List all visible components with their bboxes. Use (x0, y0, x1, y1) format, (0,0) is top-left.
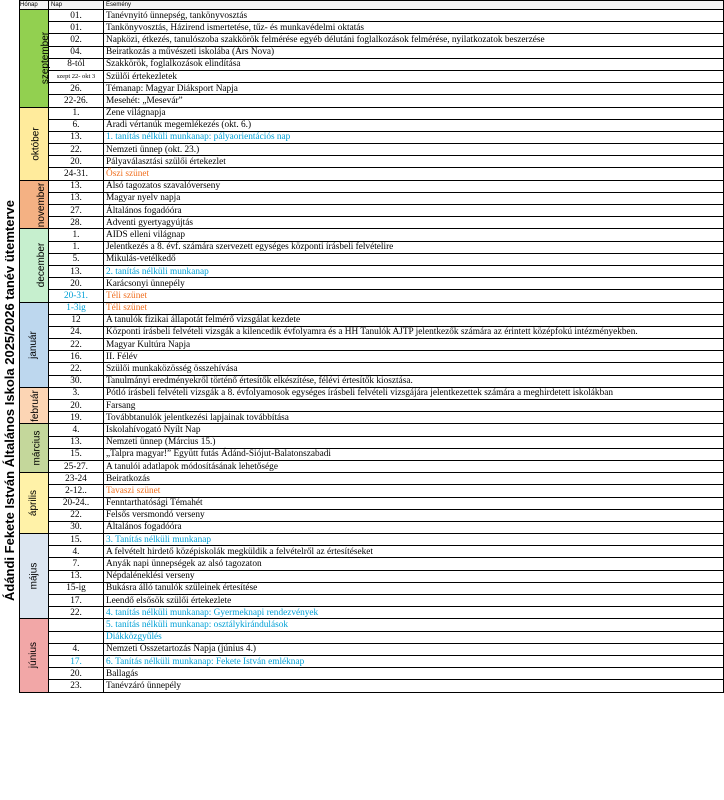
day-cell: 6. (49, 119, 104, 131)
event-cell: Beiratkozás a művészeti iskolába (Ars Nova) (104, 46, 724, 58)
day-cell: szept 22- okt 3 (49, 70, 104, 82)
day-cell: 20-24.. (49, 497, 104, 509)
event-cell: 5. tanítás nélküli munkanap: osztálykirándulások (104, 619, 724, 631)
event-cell: Tanévnyitó ünnepség, tankönyvosztás (104, 10, 724, 22)
table-row (20, 509, 724, 521)
table-row (20, 424, 724, 436)
event-cell: Téli szünet (104, 290, 724, 302)
day-cell (49, 619, 104, 631)
event-cell: Mikulás-vetélkedő (104, 253, 724, 265)
table-row (20, 241, 724, 253)
event-cell: Ballagás (104, 668, 724, 680)
event-cell: Általános fogadóóra (104, 205, 724, 217)
event-cell: Népdaléneklési verseny (104, 570, 724, 582)
day-cell: 22-26. (49, 95, 104, 107)
event-cell: Mesehét: „Mesevár” (104, 95, 724, 107)
table-row (20, 180, 724, 192)
day-cell: 22. (49, 607, 104, 619)
day-cell: 2-12.. (49, 485, 104, 497)
day-cell: 8-tól (49, 58, 104, 70)
table-row (20, 107, 724, 119)
day-cell: 4. (49, 546, 104, 558)
table-header-row (20, 1, 724, 10)
day-cell: 01. (49, 22, 104, 34)
table-row (20, 326, 724, 338)
day-cell: 13. (49, 131, 104, 143)
month-label: szeptember (40, 32, 52, 85)
month-label: december (36, 243, 48, 288)
table-row (20, 314, 724, 326)
event-cell: Adventi gyertyagyújtás (104, 217, 724, 229)
day-cell: 22. (49, 509, 104, 521)
month-label: március (31, 430, 43, 466)
table-row (20, 278, 724, 290)
table-row (20, 22, 724, 34)
table-row (20, 387, 724, 399)
event-cell: II. Félév (104, 351, 724, 363)
day-cell: 01. (49, 10, 104, 22)
day-cell: 13. (49, 436, 104, 448)
event-cell: A felvételt hirdető középiskolák megküldik a felvételről az értesítéseket (104, 546, 724, 558)
day-cell: 22. (49, 339, 104, 351)
event-cell: Pályaválasztási szülői értekezlet (104, 156, 724, 168)
event-cell: Szülői értekezletek (104, 70, 724, 82)
day-cell: 26. (49, 83, 104, 95)
table-row (20, 119, 724, 131)
event-cell: Tavaszi szünet (104, 485, 724, 497)
event-cell: 3. Tanítás nélküli munkanap (104, 534, 724, 546)
event-cell: Karácsonyi ünnepély (104, 278, 724, 290)
day-cell: 4. (49, 424, 104, 436)
day-cell: 15. (49, 534, 104, 546)
month-label: április (28, 490, 39, 517)
day-cell: 20-31. (49, 290, 104, 302)
table-row (20, 412, 724, 424)
month-label: október (30, 126, 42, 161)
table-row (20, 436, 724, 448)
event-cell: Szülői munkaközösség összehívása (104, 363, 724, 375)
month-cell-1 (20, 107, 49, 180)
day-cell: 23. (49, 680, 104, 692)
table-row (20, 302, 724, 314)
day-cell: 22. (49, 363, 104, 375)
day-cell: 1. (49, 241, 104, 253)
day-cell: 13. (49, 180, 104, 192)
table-row (20, 619, 724, 631)
month-label: május (28, 562, 39, 590)
day-cell: 30. (49, 521, 104, 533)
event-cell: Nemzeti ünnep (Március 15.) (104, 436, 724, 448)
event-cell: Fenntarthatósági Témahét (104, 497, 724, 509)
table-row (20, 339, 724, 351)
event-cell: Tanulmányi eredményekről történő értesítők elkészítése, félévi értesítők kiosztása. (104, 375, 724, 387)
table-row (20, 131, 724, 143)
event-cell: Szakkörök, foglalkozások elindítása (104, 58, 724, 70)
day-cell: 19. (49, 412, 104, 424)
day-cell: 23-24 (49, 473, 104, 485)
event-cell: AIDS elleni világnap (104, 229, 724, 241)
table-row (20, 643, 724, 655)
month-label: január (28, 330, 39, 359)
event-cell: Zene világnapja (104, 107, 724, 119)
month-cell-5 (20, 387, 49, 424)
day-cell (49, 631, 104, 643)
day-cell: 15. (49, 448, 104, 460)
day-cell: 1. (49, 107, 104, 119)
day-cell: 5. (49, 253, 104, 265)
event-cell: Beiratkozás (104, 473, 724, 485)
day-cell: 24-31. (49, 168, 104, 180)
header-day: Nap (49, 1, 104, 10)
table-row (20, 58, 724, 70)
event-cell: Felsős versmondó verseny (104, 509, 724, 521)
month-cell-2 (20, 180, 49, 229)
table-row (20, 229, 724, 241)
table-row (20, 582, 724, 594)
table-row (20, 448, 724, 460)
event-cell: „Talpra magyar!” Együtt futás Ádánd-Siójut-Balatonszabadi (104, 448, 724, 460)
document-title-text: Ádándi Fekete István Általános Iskola 2025/2026 tanév ütemterve (2, 199, 18, 601)
table-row (20, 156, 724, 168)
table-row (20, 363, 724, 375)
table-row (20, 497, 724, 509)
day-cell: 13. (49, 192, 104, 204)
table-row (20, 521, 724, 533)
day-cell: 15-ig (49, 582, 104, 594)
event-cell: Nemzeti ünnep (okt. 23.) (104, 144, 724, 156)
table-row (20, 631, 724, 643)
month-cell-9 (20, 619, 49, 692)
table-row (20, 668, 724, 680)
table-row (20, 217, 724, 229)
table-row (20, 558, 724, 570)
table-row (20, 473, 724, 485)
day-cell: 1-3ig (49, 302, 104, 314)
event-cell: Tanévzáró ünnepély (104, 680, 724, 692)
day-cell: 30. (49, 375, 104, 387)
month-cell-7 (20, 473, 49, 534)
table-row (20, 168, 724, 180)
table-row (20, 205, 724, 217)
event-cell: Pótló írásbeli felvételi vizsgák a 8. évfolyamosok egységes írásbeli felvételi vizsgájára jelentkezettek számára a meghirdetett iskolákban (104, 387, 724, 399)
event-cell: Napközi, étkezés, tanulószoba szakkörök felmérése egyéb délutáni foglalkozások felmérése, nyilatkozatok beszerzése (104, 34, 724, 46)
day-cell: 7. (49, 558, 104, 570)
day-cell: 16. (49, 351, 104, 363)
day-cell: 20. (49, 668, 104, 680)
day-cell: 20. (49, 156, 104, 168)
event-cell: Tankönyvosztás, Házirend ismertetése, tűz- és munkavédelmi oktatás (104, 22, 724, 34)
day-cell: 28. (49, 217, 104, 229)
event-cell: A tanulók fizikai állapotát felmérő vizsgálat kezdete (104, 314, 724, 326)
table-row (20, 290, 724, 302)
table-row (20, 595, 724, 607)
day-cell: 4. (49, 643, 104, 655)
event-cell: Továbbtanulók jelentkezési lapjainak továbbítása (104, 412, 724, 424)
table-row (20, 95, 724, 107)
schedule-table (19, 0, 724, 693)
event-cell: Iskolahívogató Nyílt Nap (104, 424, 724, 436)
table-row (20, 680, 724, 692)
header-event: Esemény (104, 1, 724, 10)
event-cell: Alsó tagozatos szavalóverseny (104, 180, 724, 192)
table-row (20, 607, 724, 619)
event-cell: Aradi vértanúk megemlékezés (okt. 6.) (104, 119, 724, 131)
day-cell: 04. (49, 46, 104, 58)
day-cell: 1. (49, 229, 104, 241)
event-cell: Téli szünet (104, 302, 724, 314)
event-cell: Központi írásbeli felvételi vizsgák a kilencedik évfolyamra és a HH Tanulók AJTP jelentkezők számára az érintett középfokú intézményekben. (104, 326, 724, 338)
table-row (20, 192, 724, 204)
day-cell: 25-27. (49, 460, 104, 472)
table-row (20, 375, 724, 387)
month-cell-8 (20, 534, 49, 619)
day-cell: 13. (49, 570, 104, 582)
day-cell: 27. (49, 205, 104, 217)
month-cell-6 (20, 424, 49, 473)
event-cell: 2. tanítás nélküli munkanap (104, 265, 724, 277)
day-cell: 24. (49, 326, 104, 338)
table-row (20, 34, 724, 46)
event-cell: Leendő elsősök szülői értekezlete (104, 595, 724, 607)
document-title (0, 0, 19, 800)
day-cell: 20. (49, 278, 104, 290)
table-row (20, 144, 724, 156)
day-cell: 3. (49, 387, 104, 399)
event-cell: Őszi szünet (104, 168, 724, 180)
month-label: június (27, 642, 39, 669)
event-cell: 1. tanítás nélküli munkanap: pályaorientációs nap (104, 131, 724, 143)
day-cell: 20. (49, 400, 104, 412)
table-row (20, 46, 724, 58)
month-label: november (36, 182, 48, 227)
event-cell: Jelentkezés a 8. évf. számára szervezett egységes központi írásbeli felvételire (104, 241, 724, 253)
table-row (20, 83, 724, 95)
event-cell: Diákközgyűlés (104, 631, 724, 643)
day-cell: 22. (49, 144, 104, 156)
day-cell: 12 (49, 314, 104, 326)
table-row (20, 70, 724, 82)
schedule-body (20, 10, 724, 693)
month-cell-0 (20, 10, 52, 108)
event-cell: Magyar Kultúra Napja (104, 339, 724, 351)
table-row (20, 546, 724, 558)
month-label: február (29, 389, 41, 422)
event-cell: Magyar nyelv napja (104, 192, 724, 204)
event-cell: 4. tanítás nélküli munkanap: Gyermeknapi rendezvények (104, 607, 724, 619)
event-cell: A tanulói adatlapok módosításának lehetősége (104, 460, 724, 472)
event-cell: Farsang (104, 400, 724, 412)
table-row (20, 253, 724, 265)
day-cell: 13. (49, 265, 104, 277)
header-month: Hónap (20, 1, 49, 10)
table-row (20, 460, 724, 472)
month-cell-3 (20, 229, 49, 302)
event-cell: Bukásra álló tanulók szüleinek értesítése (104, 582, 724, 594)
event-cell: Témanap: Magyar Diáksport Napja (104, 83, 724, 95)
table-row (20, 400, 724, 412)
table-row (20, 655, 724, 667)
table-row (20, 570, 724, 582)
event-cell: Általános fogadóóra (104, 521, 724, 533)
table-row (20, 10, 724, 22)
month-cell-4 (20, 302, 49, 387)
day-cell: 02. (49, 34, 104, 46)
table-row (20, 351, 724, 363)
day-cell: 17. (49, 595, 104, 607)
table-row (20, 534, 724, 546)
event-cell: 6. Tanítás nélküli munkanap: Fekete István emléknap (104, 655, 724, 667)
table-row (20, 265, 724, 277)
event-cell: Nemzeti Összetartozás Napja (június 4.) (104, 643, 724, 655)
table-row (20, 485, 724, 497)
event-cell: Anyák napi ünnepségek az alsó tagozaton (104, 558, 724, 570)
day-cell: 17. (49, 655, 104, 667)
